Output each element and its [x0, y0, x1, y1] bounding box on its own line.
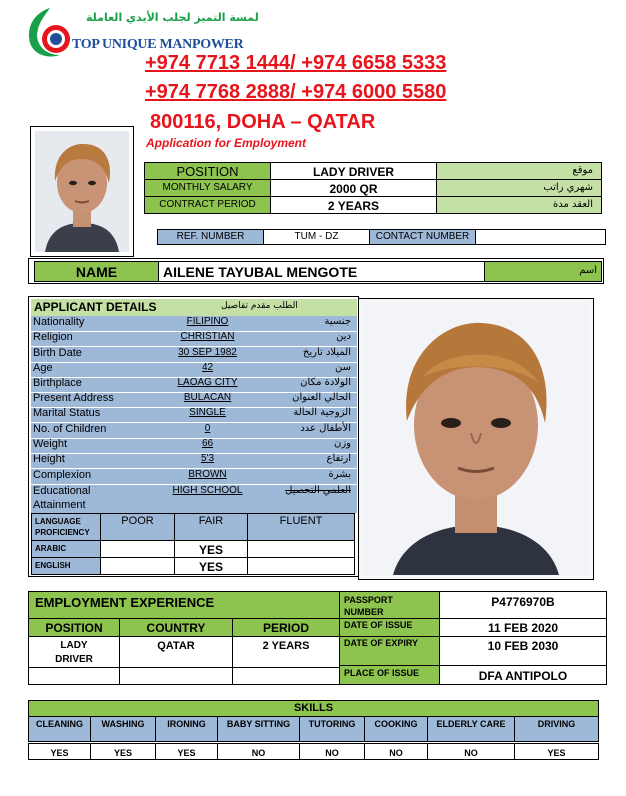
passport-number-label: PASSPORT NUMBER — [344, 595, 393, 617]
applicant-title-ar: الطلب مقدم تفاصيل — [221, 301, 298, 311]
skills-title-cell — [28, 700, 599, 717]
lang-fluent-cell — [247, 513, 355, 541]
contract-label: CONTRACT PERIOD — [159, 199, 256, 210]
applicant-row — [31, 469, 357, 484]
position-value-cell — [270, 162, 437, 180]
applicant-row-label: Birth Date — [33, 347, 82, 359]
education-row — [31, 484, 357, 512]
ref-label: REF. NUMBER — [176, 231, 245, 242]
skill-value: NO — [427, 743, 515, 760]
emp-col-country-cell — [119, 618, 233, 637]
contact-value — [476, 230, 605, 231]
applicant-row-value: 42 — [201, 362, 214, 373]
skill-label: COOKING — [364, 716, 428, 742]
contract-ar: العقد مدة — [553, 199, 593, 210]
emp-row-country-cell — [119, 636, 233, 668]
passport-expiry-label-cell — [339, 636, 440, 666]
skill-label: CLEANING — [28, 716, 91, 742]
skill-value: NO — [364, 743, 428, 760]
applicant-row-ar: الزوجية الحالة — [293, 407, 351, 418]
applicant-row-ar: الولادة مكان — [300, 377, 351, 388]
company-logo-icon — [20, 5, 80, 60]
name-label: NAME — [75, 264, 118, 280]
address: 800116, DOHA – QATAR — [150, 111, 376, 133]
emp-row-period: 2 YEARS — [262, 640, 310, 652]
passport-issue-value-cell — [439, 618, 607, 637]
contract-label-cell — [144, 196, 271, 214]
logo-company-name: TOP UNIQUE MANPOWER — [72, 37, 244, 52]
lang-poor: POOR — [121, 515, 154, 527]
emp-row-country: QATAR — [157, 640, 195, 652]
salary-value: 2000 QR — [329, 182, 378, 196]
position-label: POSITION — [176, 164, 239, 179]
phone-line-1: +974 7713 1444/ +974 6658 5333 — [145, 52, 447, 74]
applicant-row-label: Marital Status — [33, 407, 101, 419]
applicant-row — [31, 407, 357, 422]
applicant-row-value: LAOAG CITY — [177, 377, 238, 388]
applicant-row-label: Religion — [33, 331, 73, 343]
skill-label: DRIVING — [514, 716, 599, 742]
skill-value: YES — [28, 743, 91, 760]
salary-ar: شهري راتب — [543, 182, 593, 193]
emp-col-period: PERIOD — [262, 621, 309, 635]
passport-number-value-cell — [439, 591, 607, 619]
applicant-row-ar: سن — [335, 362, 351, 373]
emp-col-country: COUNTRY — [146, 621, 206, 635]
applicant-row-ar: الأطفال عدد — [300, 423, 351, 434]
applicant-row — [31, 347, 357, 362]
large-photo — [358, 298, 594, 580]
skill-value: NO — [299, 743, 365, 760]
lang-arabic-poor — [100, 540, 175, 558]
emp-col-period-cell — [232, 618, 340, 637]
passport-place-value: DFA ANTIPOLO — [478, 669, 568, 683]
applicant-row-label: Birthplace — [33, 377, 82, 389]
contract-value-cell — [270, 196, 437, 214]
applicant-row-ar: دين — [336, 331, 351, 342]
skills-title: SKILLS — [293, 702, 334, 714]
contact-label: CONTACT NUMBER — [375, 231, 470, 242]
language-label-cell — [31, 513, 101, 541]
passport-expiry-value: 10 FEB 2030 — [487, 639, 559, 653]
lang-english-fair: YES — [198, 560, 223, 574]
lang-english-fluent — [247, 557, 355, 575]
employment-title: EMPLOYMENT EXPERIENCE — [35, 595, 215, 610]
applicant-row — [31, 453, 357, 468]
ref-value-cell — [263, 229, 370, 245]
skill-value: NO — [217, 743, 300, 760]
emp-empty-3 — [232, 667, 340, 685]
applicant-row-value: SINGLE — [189, 407, 226, 418]
skill-label: IRONING — [155, 716, 218, 742]
passport-issue-label-cell — [339, 618, 440, 637]
lang-arabic-fair-cell — [174, 540, 248, 558]
applicant-row-value: 5'3 — [200, 453, 215, 464]
lang-fair: FAIR — [198, 515, 224, 527]
passport-place-label-cell — [339, 665, 440, 685]
skill-label: TUTORING — [299, 716, 365, 742]
small-photo — [30, 126, 134, 257]
position-ar-cell — [436, 162, 602, 180]
lang-english-label: ENGLISH — [35, 561, 71, 570]
lang-arabic-fair: YES — [198, 543, 223, 557]
skill-label: ELDERLY CARE — [427, 716, 515, 742]
lang-arabic-label: ARABIC — [35, 544, 67, 553]
lang-english-cell — [31, 557, 101, 575]
position-ar: موقع — [572, 165, 593, 176]
applicant-row-ar: وزن — [333, 438, 351, 449]
applicant-row-value: 66 — [201, 438, 214, 449]
applicant-row — [31, 377, 357, 392]
applicant-row-value: FILIPINO — [186, 316, 229, 327]
emp-col-position: POSITION — [45, 621, 103, 635]
emp-empty-2 — [119, 667, 233, 685]
name-value: AILENE TAYUBAL MENGOTE — [163, 264, 358, 280]
passport-place-value-cell — [439, 665, 607, 685]
applicant-row-ar: جنسية — [324, 316, 351, 327]
applicant-row — [31, 316, 357, 331]
applicant-row — [31, 392, 357, 407]
salary-label-cell — [144, 179, 271, 197]
education-label: Educational Attainment — [33, 485, 91, 511]
applicant-row-ar: الميلاد تاريخ — [302, 347, 351, 358]
skill-label: BABY SITTING — [217, 716, 300, 742]
emp-row-position: LADY DRIVER — [55, 640, 93, 665]
applicant-row-label: Weight — [33, 438, 68, 450]
contract-ar-cell — [436, 196, 602, 214]
salary-value-cell — [270, 179, 437, 197]
passport-issue-value: 11 FEB 2020 — [487, 621, 559, 635]
applicant-title: APPLICANT DETAILS — [34, 300, 157, 314]
applicant-row-label: Present Address — [33, 392, 114, 404]
position-value: LADY DRIVER — [312, 165, 395, 179]
salary-ar-cell — [436, 179, 602, 197]
ref-label-cell — [157, 229, 264, 245]
language-label: LANGUAGE PROFICIENCY — [35, 517, 90, 537]
applicant-row-label: Complexion — [33, 469, 92, 481]
form-title: Application for Employment — [146, 136, 307, 150]
applicant-header — [31, 299, 357, 316]
ref-value: TUM - DZ — [294, 231, 339, 242]
lang-arabic-fluent — [247, 540, 355, 558]
applicant-row-value: BROWN — [188, 469, 227, 480]
name-ar-cell — [484, 261, 602, 282]
applicant-row — [31, 423, 357, 438]
passport-number-label-cell — [339, 591, 440, 619]
passport-number-value: P4776970B — [491, 595, 555, 609]
employment-title-cell — [28, 591, 340, 619]
lang-fluent: FLUENT — [279, 515, 323, 527]
emp-col-position-cell — [28, 618, 120, 637]
logo-arabic-text: لمسة التميز لجلب الأيدي العاملة — [86, 11, 259, 24]
applicant-row-ar: الحالي العنوان — [292, 392, 351, 403]
emp-row-position-cell — [28, 636, 120, 668]
contract-value: 2 YEARS — [327, 199, 380, 213]
passport-expiry-value-cell — [439, 636, 607, 666]
passport-place-label: PLACE OF ISSUE — [344, 668, 420, 678]
applicant-row-label: Age — [33, 362, 53, 374]
skill-value: YES — [514, 743, 599, 760]
applicant-row-value: BULACAN — [183, 392, 232, 403]
education-value: HIGH SCHOOL — [172, 485, 243, 496]
skill-label: WASHING — [90, 716, 156, 742]
applicant-row-ar: ارتفاع — [326, 453, 351, 464]
lang-fair-cell — [174, 513, 248, 541]
skill-value: YES — [90, 743, 156, 760]
emp-row-period-cell — [232, 636, 340, 668]
lang-arabic-cell — [31, 540, 101, 558]
person-photo-icon — [363, 303, 589, 575]
skill-value: YES — [155, 743, 218, 760]
applicant-row-value: 0 — [204, 423, 211, 434]
position-label-cell — [144, 162, 271, 180]
applicant-row — [31, 362, 357, 377]
name-label-cell — [34, 261, 159, 282]
applicant-row — [31, 331, 357, 346]
applicant-row — [31, 438, 357, 453]
name-ar: اسم — [579, 265, 597, 276]
lang-english-fair-cell — [174, 557, 248, 575]
lang-poor-cell — [100, 513, 175, 541]
education-ar: العلمي التحصيل — [285, 485, 351, 496]
salary-label: MONTHLY SALARY — [162, 182, 253, 193]
lang-english-poor — [100, 557, 175, 575]
emp-empty-1 — [28, 667, 120, 685]
applicant-row-value: 30 SEP 1982 — [178, 347, 237, 358]
passport-expiry-label: DATE OF EXPIRY — [344, 638, 419, 648]
contact-value-cell — [475, 229, 606, 245]
applicant-row-ar: بشرة — [328, 469, 351, 480]
passport-issue-label: DATE OF ISSUE — [344, 620, 413, 630]
applicant-row-label: No. of Children — [33, 423, 107, 435]
person-photo-icon — [35, 131, 129, 252]
phone-line-2: +974 7768 2888/ +974 6000 5580 — [145, 81, 447, 103]
applicant-row-label: Height — [33, 453, 65, 465]
applicant-row-label: Nationality — [33, 316, 85, 328]
name-value-cell — [158, 261, 485, 282]
applicant-row-value: CHRISTIAN — [180, 331, 235, 342]
contact-label-cell — [369, 229, 476, 245]
